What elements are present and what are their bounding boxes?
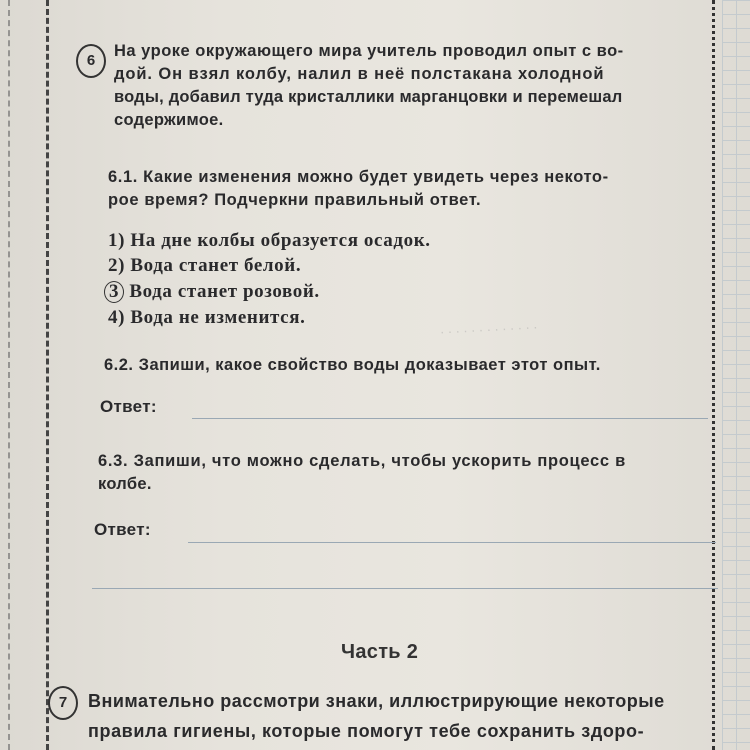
answer-line-6-3[interactable] <box>188 542 716 543</box>
task7-line: Внимательно рассмотри знаки, иллюстрирующие некоторые <box>88 691 665 711</box>
question-6-2: 6.2. Запиши, какое свойство воды доказывает этот опыт. <box>104 356 601 374</box>
option-number: 2) <box>108 255 126 276</box>
option-2[interactable] <box>108 254 301 277</box>
task6-intro <box>114 40 706 132</box>
intro-line: воды, добавил туда кристаллики марганцовки и перемешал <box>114 88 623 106</box>
show-through-text: . . . . . . . . . . . . . <box>439 315 538 337</box>
question-line: колбе. <box>98 475 152 493</box>
question-line: 6.1. Какие изменения можно будет увидеть через некото- <box>108 168 609 186</box>
option-4[interactable] <box>108 306 305 329</box>
option-3-selected[interactable] <box>106 280 320 303</box>
page-edge-line <box>8 0 10 750</box>
option-text: Вода станет белой. <box>130 255 302 276</box>
task-number-6: 6 <box>76 44 106 78</box>
task-number-7: 7 <box>48 686 78 720</box>
option-text: На дне колбы образуется осадок. <box>130 230 431 251</box>
answer-label-6-3: Ответ: <box>94 520 151 539</box>
selected-circle-mark: 3 <box>104 281 124 303</box>
left-cut-line <box>46 0 49 750</box>
option-text: Вода станет розовой. <box>129 281 320 302</box>
part-title: Часть 2 <box>341 641 419 663</box>
intro-line: дой. Он взял колбу, налил в неё полстакана холодной <box>114 65 605 83</box>
option-1[interactable] <box>108 229 431 252</box>
intro-line: содержимое. <box>114 111 224 129</box>
answer-line-6-3-extra[interactable] <box>92 588 718 589</box>
question-line: 6.3. Запиши, что можно сделать, чтобы ускорить процесс в <box>98 452 626 470</box>
option-number: 4) <box>108 307 126 328</box>
question-6-3 <box>98 450 710 496</box>
question-line: рое время? Подчеркни правильный ответ. <box>108 191 482 209</box>
option-number: 1) <box>108 230 126 251</box>
intro-line: На уроке окружающего мира учитель проводил опыт с во- <box>114 42 624 60</box>
grid-margin <box>722 0 750 750</box>
task7-text <box>88 686 718 746</box>
task7-line: правила гигиены, которые помогут тебе сохранить здоро- <box>88 721 645 741</box>
answer-label-6-2: Ответ: <box>100 397 157 416</box>
answer-line-6-2[interactable] <box>192 418 708 419</box>
option-text: Вода не изменится. <box>130 307 306 328</box>
right-cut-line <box>712 0 715 750</box>
question-6-1 <box>108 166 708 212</box>
